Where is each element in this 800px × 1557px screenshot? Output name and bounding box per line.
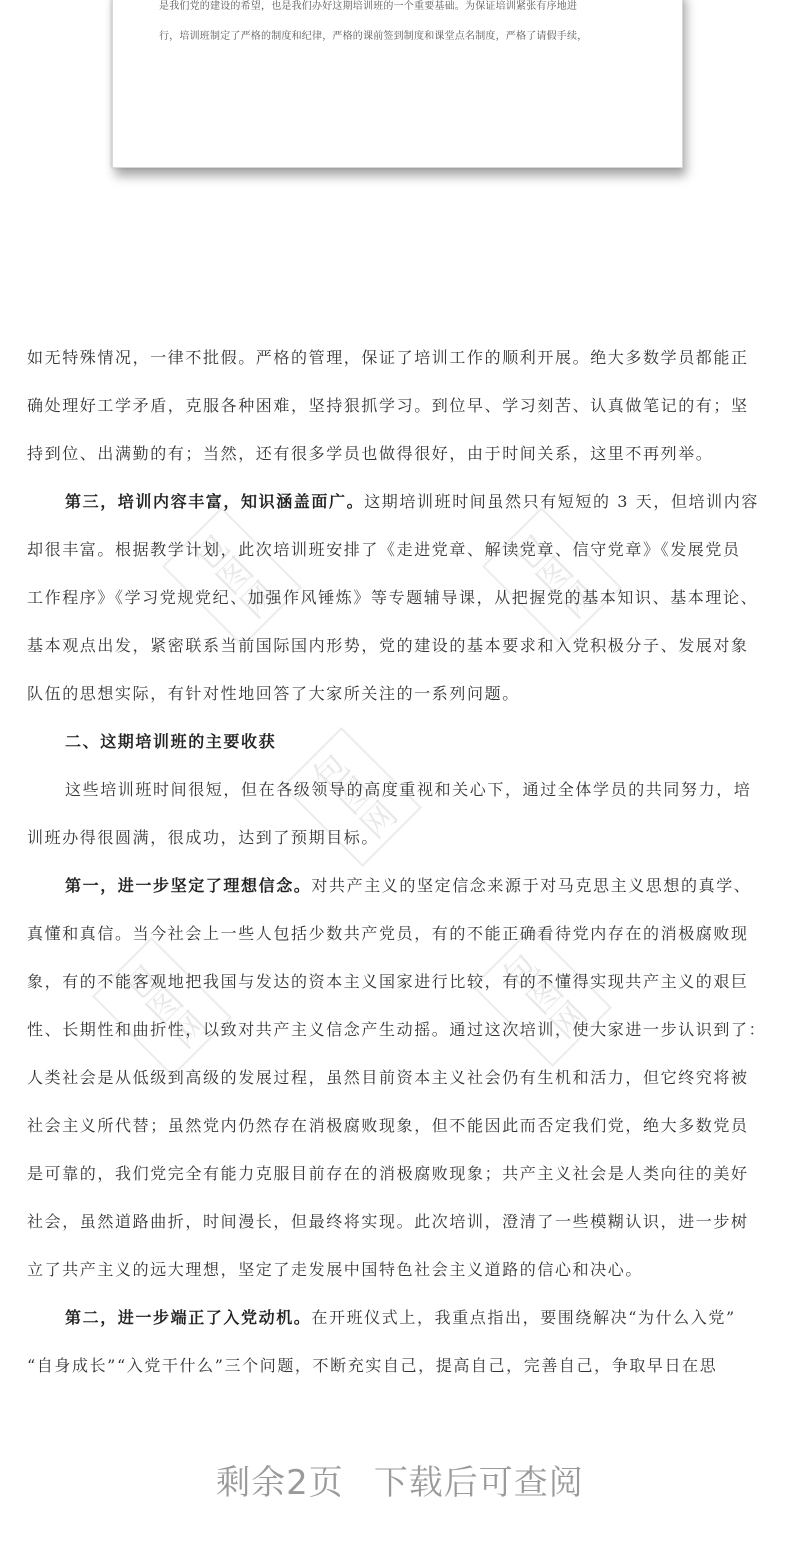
text-line: 是可靠的，我们党完全有能力克服目前存在的消极腐败现象；共产主义社会是人类向往的美好 <box>27 1164 749 1183</box>
text-line: 人类社会是从低级到高级的发展过程，虽然目前资本主义社会仍有生机和活力，但它终究将被 <box>27 1068 749 1087</box>
text-line: 社会，虽然道路曲折，时间漫长，但最终将实现。此次培训，澄清了一些模糊认识，进一步树 <box>27 1212 749 1231</box>
text-line: 队伍的思想实际，有针对性地回答了大家所关注的一系列问题。 <box>27 684 520 703</box>
watermark: 包图网 <box>482 507 622 647</box>
preview-line: 是我们党的建设的希望，也是我们办好这期培训班的一个重要基础。为保证培训紧张有序地进 <box>159 1 578 12</box>
text-line: “自身成长”“入党干什么”三个问题，不断充实自己，提高自己，完善自己，争取早日在思 <box>27 1356 718 1375</box>
text-line: 训班办得很圆满，很成功，达到了预期目标。 <box>27 828 380 847</box>
previous-page-preview <box>112 0 683 168</box>
text-line: 确处理好工学矛盾，克服各种困难，坚持狠抓学习。到位早、学习刻苦、认真做笔记的有；坚 <box>27 396 749 415</box>
document-body <box>27 339 774 1395</box>
text-line: 社会主义所代替；虽然党内仍然存在消极腐败现象，但不能因此而否定我们党，绝大多数党员 <box>27 1116 749 1135</box>
remaining-pages-label: 剩余2页 <box>216 1463 344 1503</box>
paragraph-text: 这期培训班时间虽然只有短短的 3 天，但培训内容 <box>364 492 759 511</box>
text-line: 如无特殊情况，一律不批假。严格的管理，保证了培训工作的顺利开展。绝大多数学员都能正 <box>27 348 749 367</box>
text-line: 工作程序》《学习党规党纪、加强作风锤炼》等专题辅导课，从把握党的基本知识、基本理论、 <box>27 588 759 607</box>
paragraph-text: 在开班仪式上，我重点指出，要围绕解决“为什么入党” <box>311 1308 736 1327</box>
watermark: 包图网 <box>472 927 612 1067</box>
text-line: 这些培训班时间很短，但在各级领导的高度重视和关心下，通过全体学员的共同努力，培 <box>65 780 752 799</box>
text-line <box>27 1299 774 1347</box>
paragraph-attendance <box>27 339 774 483</box>
watermark: 包图网 <box>92 937 232 1077</box>
paragraph-content-rich <box>27 483 774 723</box>
text-line: 却很丰富。根据教学计划，此次培训班安排了《走进党章、解读党章、信守党章》《发展党员 <box>27 540 741 559</box>
paragraph-summary <box>27 771 774 867</box>
paragraph-lead: 第一，进一步坚定了理想信念。 <box>65 876 312 895</box>
paragraph-lead: 第二，进一步端正了入党动机。 <box>65 1308 312 1327</box>
paragraph-text: 对共产主义的坚定信念来源于对马克思主义思想的真学、 <box>311 876 752 895</box>
text-line: 基本观点出发，紧密联系当前国际国内形势，党的建设的基本要求和入党积极分子、发展对象 <box>27 636 749 655</box>
text-line <box>27 867 774 915</box>
download-prompt-label: 下载后可查阅 <box>373 1463 584 1503</box>
text-line: 性、长期性和曲折性，以致对共产主义信念产生动摇。通过这次培训，使大家进一步认识到了： <box>27 1020 767 1039</box>
watermark: 包图网 <box>282 727 422 867</box>
text-line: 立了共产主义的远大理想，坚定了走发展中国特色社会主义道路的信心和决心。 <box>27 1260 644 1279</box>
watermark: 包图网 <box>162 507 302 647</box>
text-line: 真懂和真信。当今社会上一些人包括少数共产党员，有的不能正确看待党内存在的消极腐败现 <box>27 924 749 943</box>
paragraph-motivation <box>27 1299 774 1395</box>
text-line: 持到位、出满勤的有；当然，还有很多学员也做得很好，由于时间关系，这里不再列举。 <box>27 444 714 463</box>
preview-line: 行，培训班制定了严格的制度和纪律，严格的课前签到制度和课堂点名制度，严格了请假手续， <box>159 31 588 42</box>
text-line <box>27 483 774 531</box>
download-to-read-more-button[interactable] <box>0 1455 800 1504</box>
section-heading: 二、这期培训班的主要收获 <box>65 732 277 751</box>
paragraph-ideals <box>27 867 774 1299</box>
paragraph-lead: 第三，培训内容丰富，知识涵盖面广。 <box>65 492 365 511</box>
text-line: 象，有的不能客观地把我国与发达的资本主义国家进行比较，有的不懂得实现共产主义的艰巨 <box>27 972 749 991</box>
